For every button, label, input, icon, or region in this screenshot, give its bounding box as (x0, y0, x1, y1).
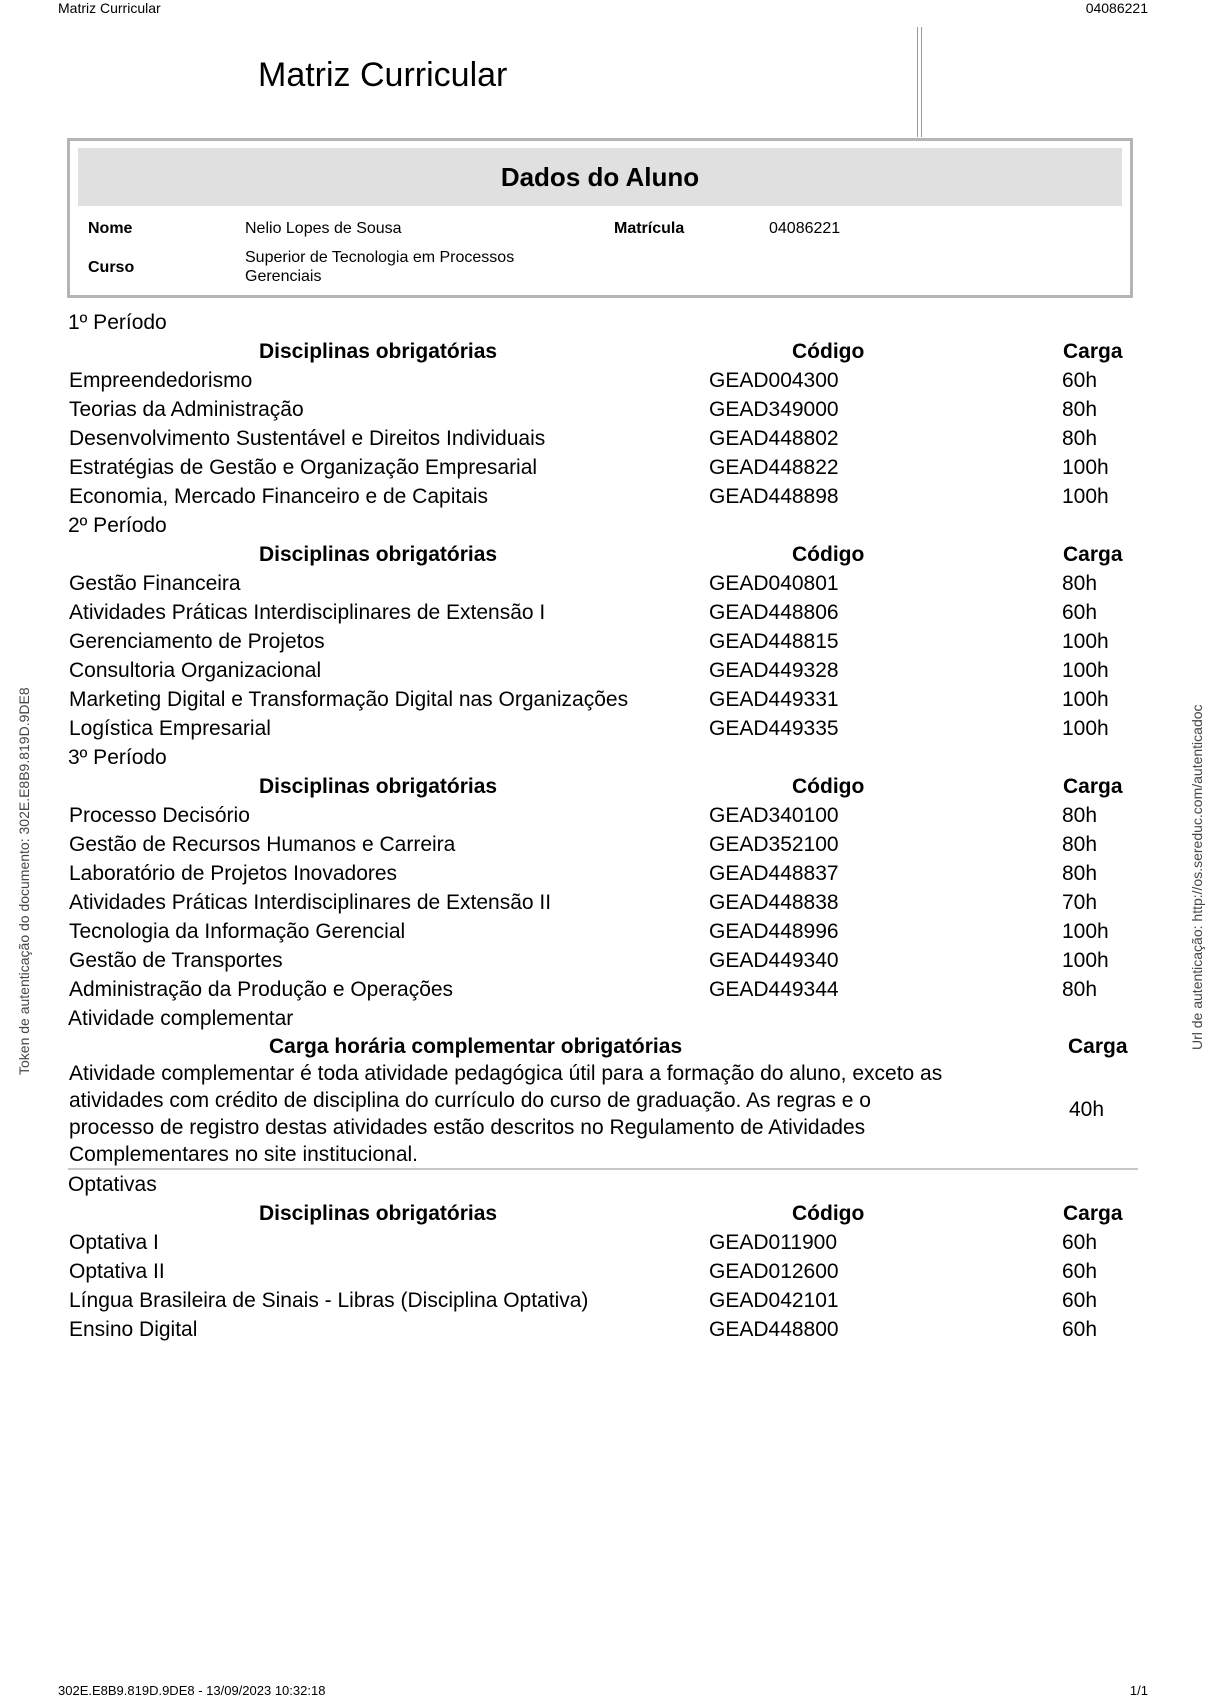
disciplina-name: Ensino Digital (69, 1318, 198, 1341)
complementar-text: Atividade complementar é toda atividade pedagógica útil para a formação do aluno, exceto as atividades com crédito de disciplina do currículo do curso de graduação. As regras e o processo de registro destas atividades estão descritos no Regulamento de Atividades Complementares no site institucional. (69, 1062, 943, 1166)
periodo-header-row (68, 540, 1138, 569)
disciplina-name: Marketing Digital e Transformação Digital nas Organizações (69, 688, 629, 711)
complementar-carga: 40h (1069, 1098, 1105, 1121)
footer-page-number: 1/1 (1129, 1683, 1148, 1698)
periodo-section (68, 308, 1138, 511)
curso-label: Curso (88, 259, 135, 276)
matricula-label: Matrícula (614, 220, 685, 237)
periodo-header-row (68, 772, 1138, 801)
table-row (68, 1315, 1138, 1344)
disciplina-codigo: GEAD448837 (709, 862, 839, 885)
disciplina-name: Optativa I (69, 1231, 159, 1254)
periodo-header-row (68, 337, 1138, 366)
table-row (68, 569, 1138, 598)
periodo-title: 3º Período (68, 746, 167, 769)
complementar-body (68, 1060, 1138, 1170)
disciplina-codigo: GEAD040801 (709, 572, 839, 595)
disciplina-codigo: GEAD340100 (709, 804, 839, 827)
table-row (68, 830, 1138, 859)
disciplina-name: Atividades Práticas Interdisciplinares de Extensão I (69, 601, 546, 624)
disciplina-codigo: GEAD448838 (709, 891, 839, 914)
disciplina-name: Gerenciamento de Projetos (69, 630, 325, 653)
auth-url-text: Url de autenticação: http://os.sereduc.com/autenticadoc (1189, 704, 1205, 1050)
carga-header: Carga (1063, 775, 1123, 798)
disciplina-name: Atividades Práticas Interdisciplinares de Extensão II (69, 891, 552, 914)
table-row (68, 917, 1138, 946)
page-title: Matriz Curricular (258, 56, 508, 94)
codigo-header: Código (792, 543, 865, 566)
disciplina-codigo: GEAD448802 (709, 427, 839, 450)
disciplina-carga: 100h (1062, 485, 1109, 508)
table-row (68, 1286, 1138, 1315)
complementar-header-row (68, 1033, 1138, 1060)
disciplina-name: Tecnologia da Informação Gerencial (69, 920, 406, 943)
periodo-section (68, 511, 1138, 743)
optativas-section (68, 1170, 1138, 1344)
disciplina-carga: 60h (1062, 1318, 1098, 1341)
table-row (68, 453, 1138, 482)
nome-label: Nome (88, 220, 133, 237)
disciplina-codigo: GEAD449340 (709, 949, 839, 972)
disciplina-carga: 80h (1062, 804, 1098, 827)
auth-token-text: Token de autenticação do documento: 302E.E8B9.819D.9DE8 (16, 687, 32, 1075)
disciplina-carga: 100h (1062, 717, 1109, 740)
disciplina-name: Gestão Financeira (69, 572, 241, 595)
periodo-title: 1º Período (68, 311, 167, 334)
disciplina-carga: 80h (1062, 398, 1098, 421)
curriculum (68, 308, 1138, 1344)
table-row (68, 946, 1138, 975)
disciplinas-header: Disciplinas obrigatórias (259, 775, 498, 798)
disciplina-carga: 100h (1062, 688, 1109, 711)
disciplina-carga: 60h (1062, 369, 1098, 392)
disciplina-name: Empreendedorismo (69, 369, 253, 392)
disciplina-name: Logística Empresarial (69, 717, 271, 740)
table-row (68, 1257, 1138, 1286)
table-row (68, 888, 1138, 917)
nome-value: Nelio Lopes de Sousa (245, 220, 402, 237)
disciplina-codigo: GEAD449331 (709, 688, 839, 711)
table-row (68, 366, 1138, 395)
disciplina-name: Economia, Mercado Financeiro e de Capitais (69, 485, 489, 508)
disciplina-carga: 80h (1062, 862, 1098, 885)
codigo-header: Código (792, 1202, 865, 1225)
disciplina-codigo: GEAD042101 (709, 1289, 839, 1312)
disciplina-carga: 60h (1062, 1260, 1098, 1283)
complementar-title: Atividade complementar (68, 1007, 294, 1030)
disciplina-codigo: GEAD449335 (709, 717, 839, 740)
disciplina-carga: 60h (1062, 1289, 1098, 1312)
codigo-header: Código (792, 340, 865, 363)
table-row (68, 685, 1138, 714)
disciplinas-header: Disciplinas obrigatórias (259, 340, 498, 363)
periodo-title: 2º Período (68, 514, 167, 537)
disciplinas-header: Disciplinas obrigatórias (259, 543, 498, 566)
page-header-title: Matriz Curricular (58, 0, 161, 16)
disciplina-codigo: GEAD448822 (709, 456, 839, 479)
curso-value-line1: Superior de Tecnologia em Processos (245, 249, 515, 266)
codigo-header: Código (792, 775, 865, 798)
disciplina-name: Consultoria Organizacional (69, 659, 322, 682)
disciplina-codigo: GEAD004300 (709, 369, 839, 392)
header-divider (917, 27, 922, 137)
periodos-list (68, 308, 1138, 1004)
complementar-header: Carga horária complementar obrigatórias (269, 1035, 683, 1058)
periodo-section (68, 743, 1138, 1004)
disciplina-codigo: GEAD448806 (709, 601, 839, 624)
table-row (68, 395, 1138, 424)
table-row (68, 801, 1138, 830)
disciplina-codigo: GEAD352100 (709, 833, 839, 856)
disciplina-carga: 100h (1062, 659, 1109, 682)
disciplina-codigo: GEAD449344 (709, 978, 839, 1001)
disciplina-codigo: GEAD349000 (709, 398, 839, 421)
table-row (68, 656, 1138, 685)
disciplina-name: Língua Brasileira de Sinais - Libras (Disciplina Optativa) (69, 1289, 589, 1312)
disciplina-codigo: GEAD011900 (709, 1231, 838, 1254)
disciplina-carga: 80h (1062, 572, 1098, 595)
optativas-title: Optativas (68, 1173, 157, 1196)
disciplina-name: Optativa II (69, 1260, 165, 1283)
curso-value-line2: Gerenciais (245, 268, 322, 285)
disciplina-codigo: GEAD448800 (709, 1318, 839, 1341)
disciplina-carga: 100h (1062, 949, 1109, 972)
disciplina-codigo: GEAD012600 (709, 1260, 839, 1283)
table-row (68, 598, 1138, 627)
optativas-header-row (68, 1199, 1138, 1228)
carga-header: Carga (1063, 340, 1123, 363)
disciplina-name: Gestão de Transportes (69, 949, 283, 972)
disciplina-carga: 70h (1062, 891, 1098, 914)
disciplina-codigo: GEAD448996 (709, 920, 839, 943)
footer-token-date: 302E.E8B9.819D.9DE8 - 13/09/2023 10:32:18 (58, 1683, 326, 1698)
disciplina-carga: 80h (1062, 427, 1098, 450)
disciplina-name: Desenvolvimento Sustentável e Direitos Individuais (69, 427, 546, 450)
disciplina-carga: 100h (1062, 456, 1109, 479)
disciplina-carga: 80h (1062, 833, 1098, 856)
table-row (68, 482, 1138, 511)
student-data-box (67, 138, 1133, 298)
table-row (68, 859, 1138, 888)
disciplina-carga: 80h (1062, 978, 1098, 1001)
disciplina-name: Teorias da Administração (69, 398, 304, 421)
disciplina-carga: 60h (1062, 601, 1098, 624)
page-header-id: 04086221 (1085, 0, 1148, 16)
disciplina-carga: 60h (1062, 1231, 1098, 1254)
disciplina-codigo: GEAD448898 (709, 485, 839, 508)
table-row (68, 975, 1138, 1004)
disciplina-name: Laboratório de Projetos Inovadores (69, 862, 398, 885)
table-row (68, 424, 1138, 453)
carga-header: Carga (1063, 1202, 1123, 1225)
disciplinas-header: Disciplinas obrigatórias (259, 1202, 498, 1225)
disciplina-codigo: GEAD448815 (709, 630, 839, 653)
disciplina-carga: 100h (1062, 920, 1109, 943)
complementar-carga-header: Carga (1068, 1035, 1128, 1058)
matricula-value: 04086221 (769, 220, 841, 237)
table-row (68, 714, 1138, 743)
carga-header: Carga (1063, 543, 1123, 566)
student-data-heading: Dados do Aluno (78, 148, 1122, 206)
table-row (68, 627, 1138, 656)
disciplina-name: Administração da Produção e Operações (69, 978, 454, 1001)
disciplina-name: Estratégias de Gestão e Organização Empresarial (69, 456, 538, 479)
table-row (68, 1228, 1138, 1257)
disciplina-codigo: GEAD449328 (709, 659, 839, 682)
disciplina-carga: 100h (1062, 630, 1109, 653)
disciplina-name: Processo Decisório (69, 804, 250, 827)
disciplina-name: Gestão de Recursos Humanos e Carreira (69, 833, 456, 856)
